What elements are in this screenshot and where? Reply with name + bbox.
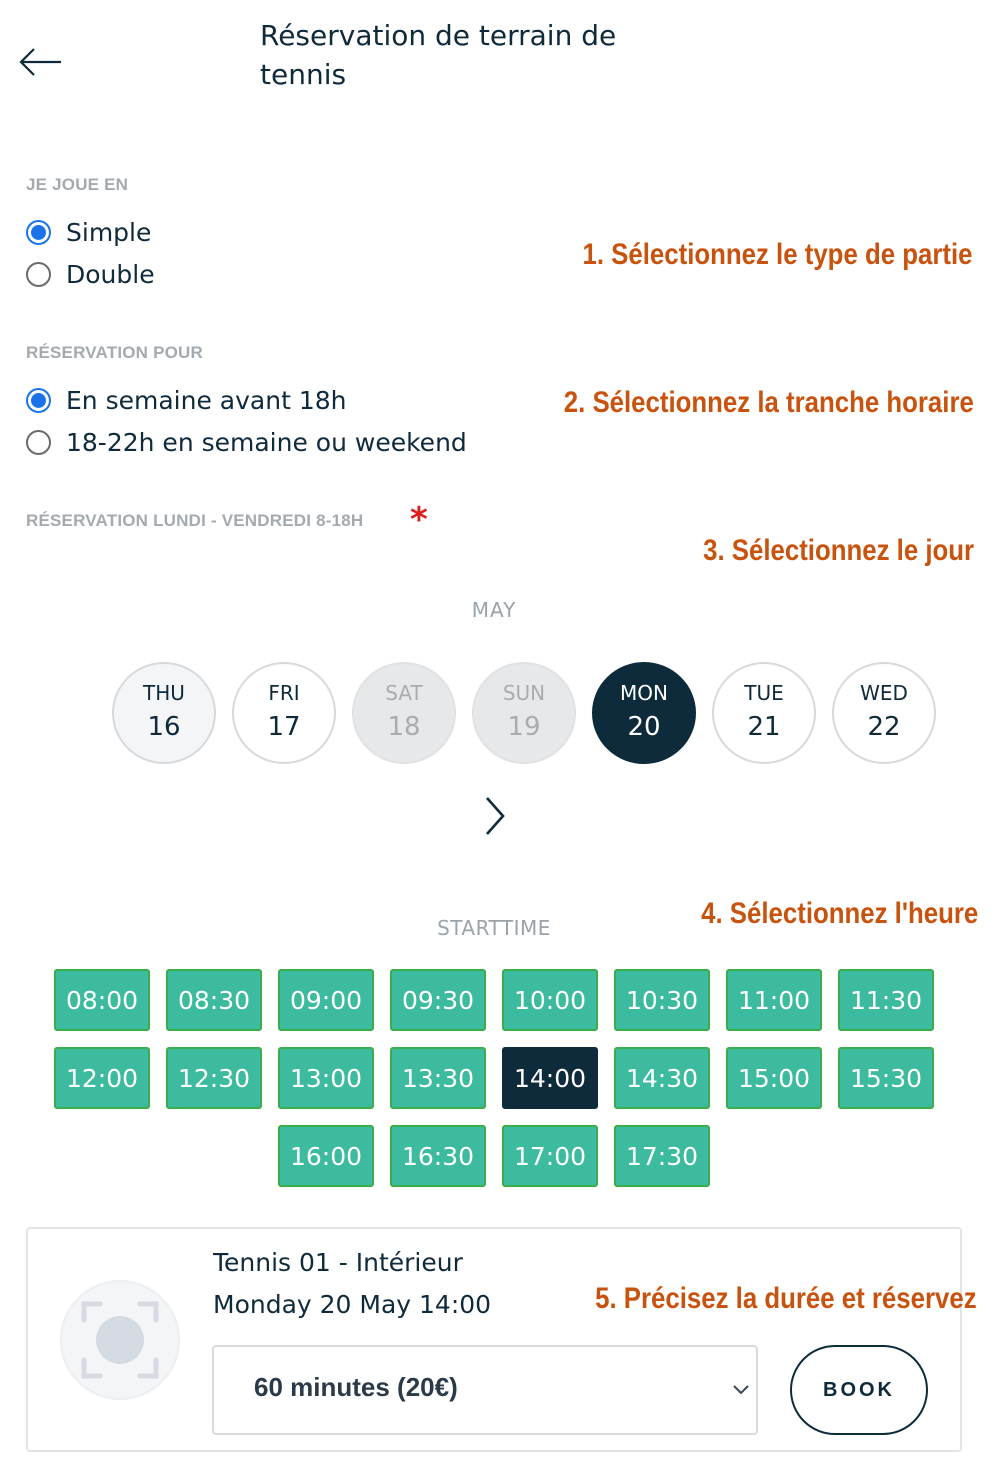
time-slot-1130[interactable]: 11:30 — [838, 969, 934, 1031]
time-slot-1300[interactable]: 13:00 — [278, 1047, 374, 1109]
radio-button[interactable] — [26, 262, 51, 287]
annotation-step-3: 3. Sélectionnez le jour — [703, 534, 974, 567]
day-wed-22[interactable] — [832, 662, 936, 764]
date-section-label: RÉSERVATION LUNDI - VENDREDI 8-18H — [26, 511, 364, 530]
booking-datetime: Monday 20 May 14:00 — [213, 1290, 492, 1319]
time-slot-1400[interactable]: 14:00 — [502, 1047, 598, 1109]
court-name: Tennis 01 - Intérieur — [213, 1248, 463, 1277]
day-mon-20[interactable] — [592, 662, 696, 764]
radio-button[interactable] — [26, 430, 51, 455]
back-button[interactable] — [18, 44, 64, 80]
time-slot-1330[interactable]: 13:30 — [390, 1047, 486, 1109]
time-slot-0900[interactable]: 09:00 — [278, 969, 374, 1031]
time-slot-1730[interactable]: 17:30 — [614, 1125, 710, 1187]
radio-weekday-before-18h[interactable] — [26, 383, 346, 417]
next-week-button[interactable] — [478, 792, 512, 840]
day-number: 17 — [267, 712, 301, 742]
day-number: 20 — [627, 712, 661, 742]
radio-label: Simple — [66, 217, 152, 247]
arrow-left-icon — [18, 44, 64, 80]
time-slot-1600[interactable]: 16:00 — [278, 1125, 374, 1187]
book-button[interactable]: BOOK — [790, 1345, 928, 1435]
day-thu-16[interactable] — [112, 662, 216, 764]
time-slot-1500[interactable]: 15:00 — [726, 1047, 822, 1109]
day-number: 22 — [867, 712, 901, 742]
time-slot-0830[interactable]: 08:30 — [166, 969, 262, 1031]
day-of-week: MON — [620, 681, 668, 705]
day-number: 19 — [507, 712, 541, 742]
day-of-week: THU — [143, 681, 185, 705]
day-tue-21[interactable] — [712, 662, 816, 764]
day-sat-18 — [352, 662, 456, 764]
time-slot-1100[interactable]: 11:00 — [726, 969, 822, 1031]
starttime-label: STARTTIME — [437, 916, 551, 940]
time-slot-1630[interactable]: 16:30 — [390, 1125, 486, 1187]
radio-double[interactable] — [26, 257, 155, 291]
time-slot-0930[interactable]: 09:30 — [390, 969, 486, 1031]
booking-for-label: RÉSERVATION POUR — [26, 343, 204, 362]
annotation-step-4: 4. Sélectionnez l'heure — [700, 897, 978, 930]
duration-value: 60 minutes (20€) — [254, 1372, 458, 1402]
annotation-step-5: 5. Précisez la durée et réservez — [595, 1282, 977, 1315]
radio-button[interactable] — [26, 220, 51, 245]
day-number: 16 — [147, 712, 181, 742]
radio-evening-weekend[interactable] — [26, 425, 467, 459]
time-slot-1700[interactable]: 17:00 — [502, 1125, 598, 1187]
day-of-week: FRI — [268, 681, 300, 705]
play-type-label: JE JOUE EN — [26, 175, 129, 194]
day-of-week: TUE — [744, 681, 784, 705]
chevron-right-icon — [478, 792, 512, 840]
time-slot-0800[interactable]: 08:00 — [54, 969, 150, 1031]
annotation-step-2: 2. Sélectionnez la tranche horaire — [563, 386, 974, 419]
day-of-week: SAT — [385, 681, 423, 705]
radio-label: En semaine avant 18h — [66, 385, 347, 415]
time-slot-1200[interactable]: 12:00 — [54, 1047, 150, 1109]
chevron-down-icon — [730, 1380, 752, 1400]
radio-simple[interactable] — [26, 215, 151, 249]
day-fri-17[interactable] — [232, 662, 336, 764]
day-number: 21 — [747, 712, 781, 742]
avatar-center-dot — [96, 1316, 144, 1364]
time-slot-1430[interactable]: 14:30 — [614, 1047, 710, 1109]
time-slot-1000[interactable]: 10:00 — [502, 969, 598, 1031]
radio-label: 18-22h en semaine ou weekend — [66, 427, 467, 457]
time-slot-1530[interactable]: 15:30 — [838, 1047, 934, 1109]
radio-button[interactable] — [26, 388, 51, 413]
time-slot-1030[interactable]: 10:30 — [614, 969, 710, 1031]
day-number: 18 — [387, 712, 421, 742]
month-label: MAY — [471, 598, 517, 622]
radio-label: Double — [66, 259, 155, 289]
page-title: Réservation de terrain de tennis — [260, 19, 617, 91]
annotation-step-1: 1. Sélectionnez le type de partie — [581, 238, 972, 271]
day-of-week: SUN — [502, 681, 546, 705]
time-slot-1230[interactable]: 12:30 — [166, 1047, 262, 1109]
day-sun-19 — [472, 662, 576, 764]
day-of-week: WED — [860, 681, 908, 705]
required-marker: * — [410, 500, 428, 540]
